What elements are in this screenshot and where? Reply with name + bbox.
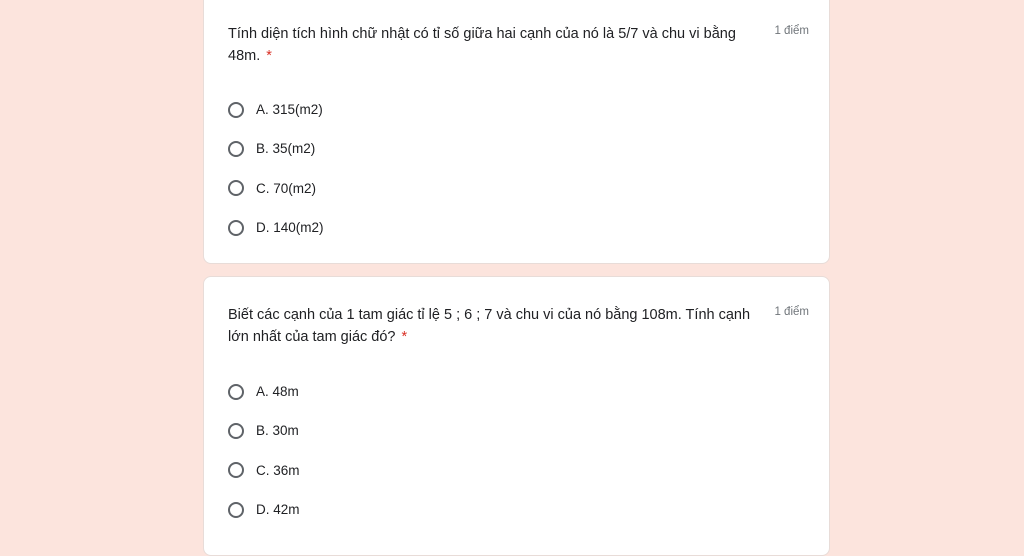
required-asterisk: * — [266, 48, 272, 64]
question-text — [228, 23, 753, 67]
option-label: D. 42m — [256, 502, 300, 518]
question-points: 1 điểm — [774, 25, 809, 37]
option-label: A. 315(m2) — [256, 102, 323, 118]
radio-button-icon[interactable] — [228, 384, 244, 400]
option-label: C. 36m — [256, 462, 300, 478]
option-label: B. 30m — [256, 423, 299, 439]
question-card-1 — [203, 0, 830, 264]
question-text — [228, 304, 753, 348]
radio-button-icon[interactable] — [228, 220, 244, 236]
option-d[interactable] — [228, 490, 300, 529]
required-asterisk: * — [401, 329, 408, 345]
option-list — [228, 372, 300, 529]
option-b[interactable] — [228, 129, 324, 168]
radio-button-icon[interactable] — [228, 462, 244, 478]
option-b[interactable] — [228, 411, 300, 450]
option-label: D. 140(m2) — [256, 220, 324, 236]
radio-button-icon[interactable] — [228, 180, 244, 196]
question-card-2 — [203, 276, 830, 556]
option-label: C. 70(m2) — [256, 180, 317, 196]
question-title: Tính diện tích hình chữ nhật có tỉ số giữa hai cạnh của nó là 5/7 và chu vi bằng 48m. — [228, 26, 736, 64]
radio-button-icon[interactable] — [228, 423, 244, 439]
option-c[interactable] — [228, 451, 300, 490]
question-header — [228, 23, 809, 67]
option-d[interactable] — [228, 208, 324, 247]
question-header — [228, 304, 809, 348]
option-a[interactable] — [228, 372, 300, 411]
radio-button-icon[interactable] — [228, 102, 244, 118]
option-list — [228, 90, 324, 247]
radio-button-icon[interactable] — [228, 141, 244, 157]
option-c[interactable] — [228, 169, 324, 208]
question-points: 1 điểm — [774, 306, 809, 318]
question-title: Biết các cạnh của 1 tam giác tỉ lệ 5 ; 6 ; 7 và chu vi của nó bằng 108m. Tính cạnh lớn nhất của tam giác đó? — [228, 307, 751, 345]
option-label: B. 35(m2) — [256, 141, 316, 157]
option-a[interactable] — [228, 90, 324, 129]
radio-button-icon[interactable] — [228, 502, 244, 518]
option-label: A. 48m — [256, 384, 299, 400]
